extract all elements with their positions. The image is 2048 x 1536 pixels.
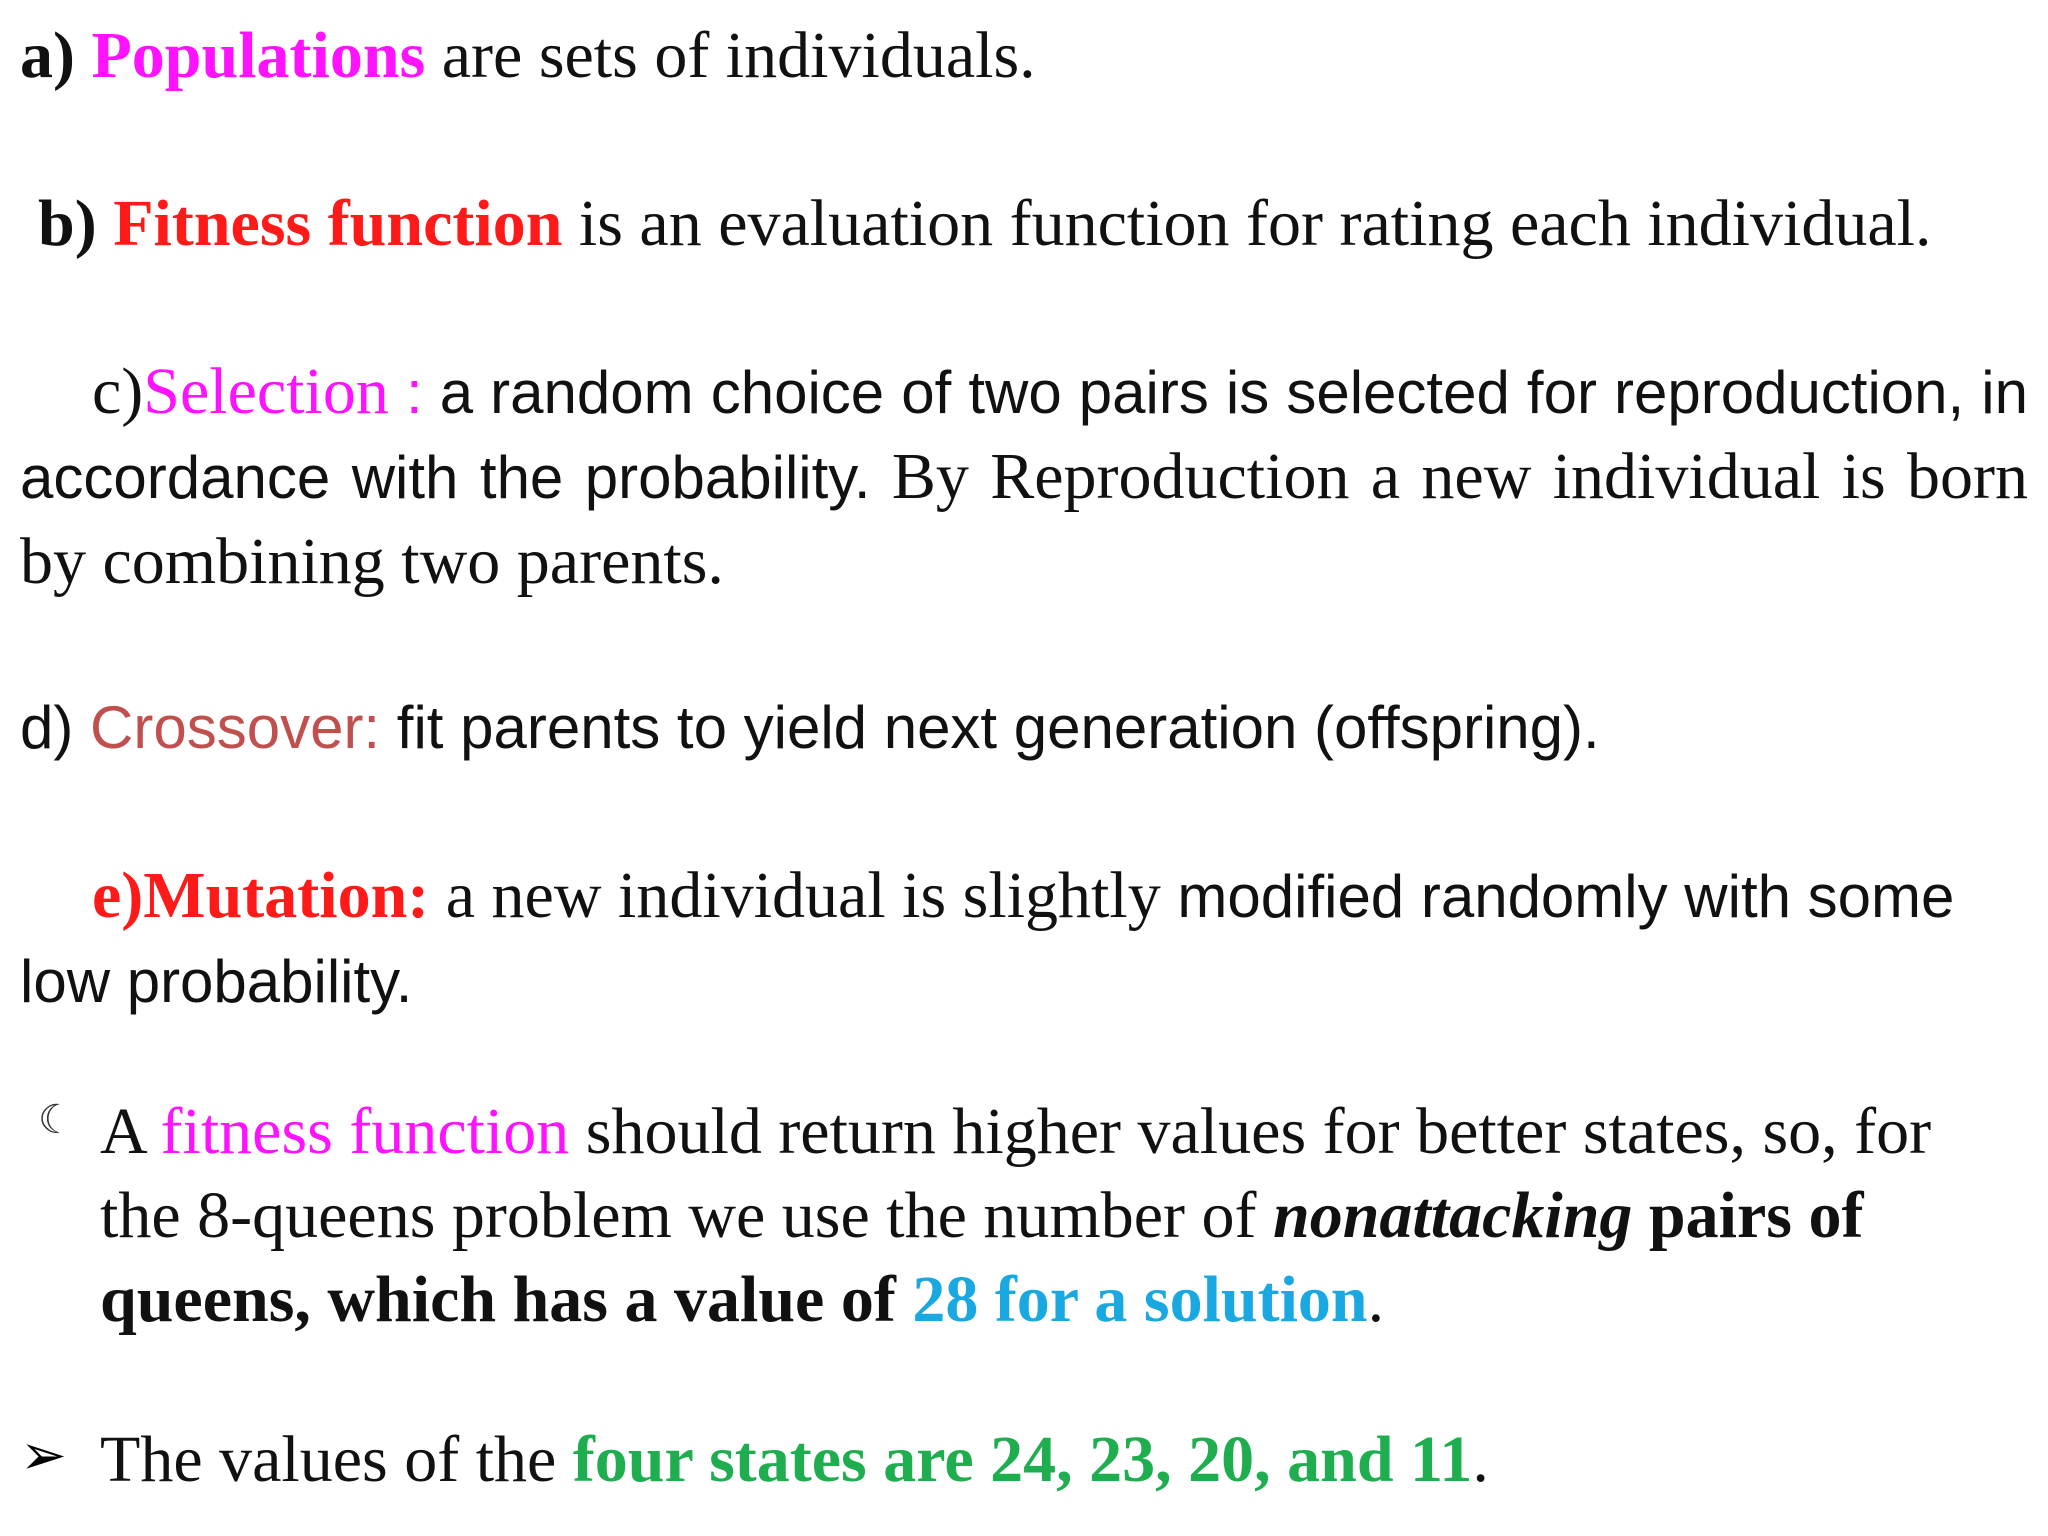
item-e-term: e)Mutation:	[92, 859, 430, 932]
item-b-term: Fitness function	[113, 187, 563, 260]
final-lead: The values of the	[100, 1423, 573, 1496]
note-lead: A	[100, 1095, 161, 1168]
final-highlight: four states are 24, 23, 20, and 11	[572, 1423, 1473, 1496]
item-d-term: Crossover:	[90, 694, 381, 761]
item-c-text-serif: By Reproduction a new individual is born by combining two parents.	[20, 440, 2028, 598]
note-highlight: 28 for a solution	[912, 1263, 1368, 1336]
note-italic-term: nonattacking	[1272, 1179, 1633, 1252]
final-statement	[100, 1418, 2028, 1502]
item-a-term: Populations	[91, 19, 426, 92]
item-d	[20, 686, 2028, 770]
final-end: .	[1472, 1423, 1489, 1496]
item-b-text: is an evaluation function for rating each individual.	[562, 187, 1932, 260]
item-c-marker: c)	[92, 355, 144, 428]
item-a	[20, 14, 2028, 98]
note-text: should return higher values for better states, so, for the 8-queens problem we use the number of	[100, 1095, 1932, 1252]
item-d-text: fit parents to yield next generation (offspring).	[380, 694, 1600, 761]
note-bold-text: pairs of queens, which has a value of	[100, 1179, 1864, 1336]
item-e-text-serif: a new individual is slightly	[429, 859, 1161, 932]
item-c-colon: :	[388, 359, 440, 426]
fitness-note	[100, 1090, 2028, 1342]
item-c-term: Selection	[143, 355, 389, 428]
moon-bullet-icon: ☾	[38, 1097, 74, 1142]
note-end: .	[1367, 1263, 1385, 1336]
item-c-text-sans: a random choice of two pairs is selected for reproduction, in accordance with the probability.	[20, 359, 2029, 511]
item-e	[20, 854, 2028, 1024]
arrow-bullet-icon: ➢	[20, 1425, 67, 1487]
item-e-text-sans: modified randomly with some low probability.	[20, 863, 1955, 1015]
item-a-marker: a)	[20, 19, 75, 92]
item-a-text: are sets of individuals.	[425, 19, 1036, 92]
item-b-marker: b)	[38, 187, 97, 260]
item-c	[20, 350, 2028, 604]
item-d-marker: d)	[20, 694, 91, 761]
note-term: fitness function	[160, 1095, 570, 1168]
item-b	[38, 182, 2028, 266]
